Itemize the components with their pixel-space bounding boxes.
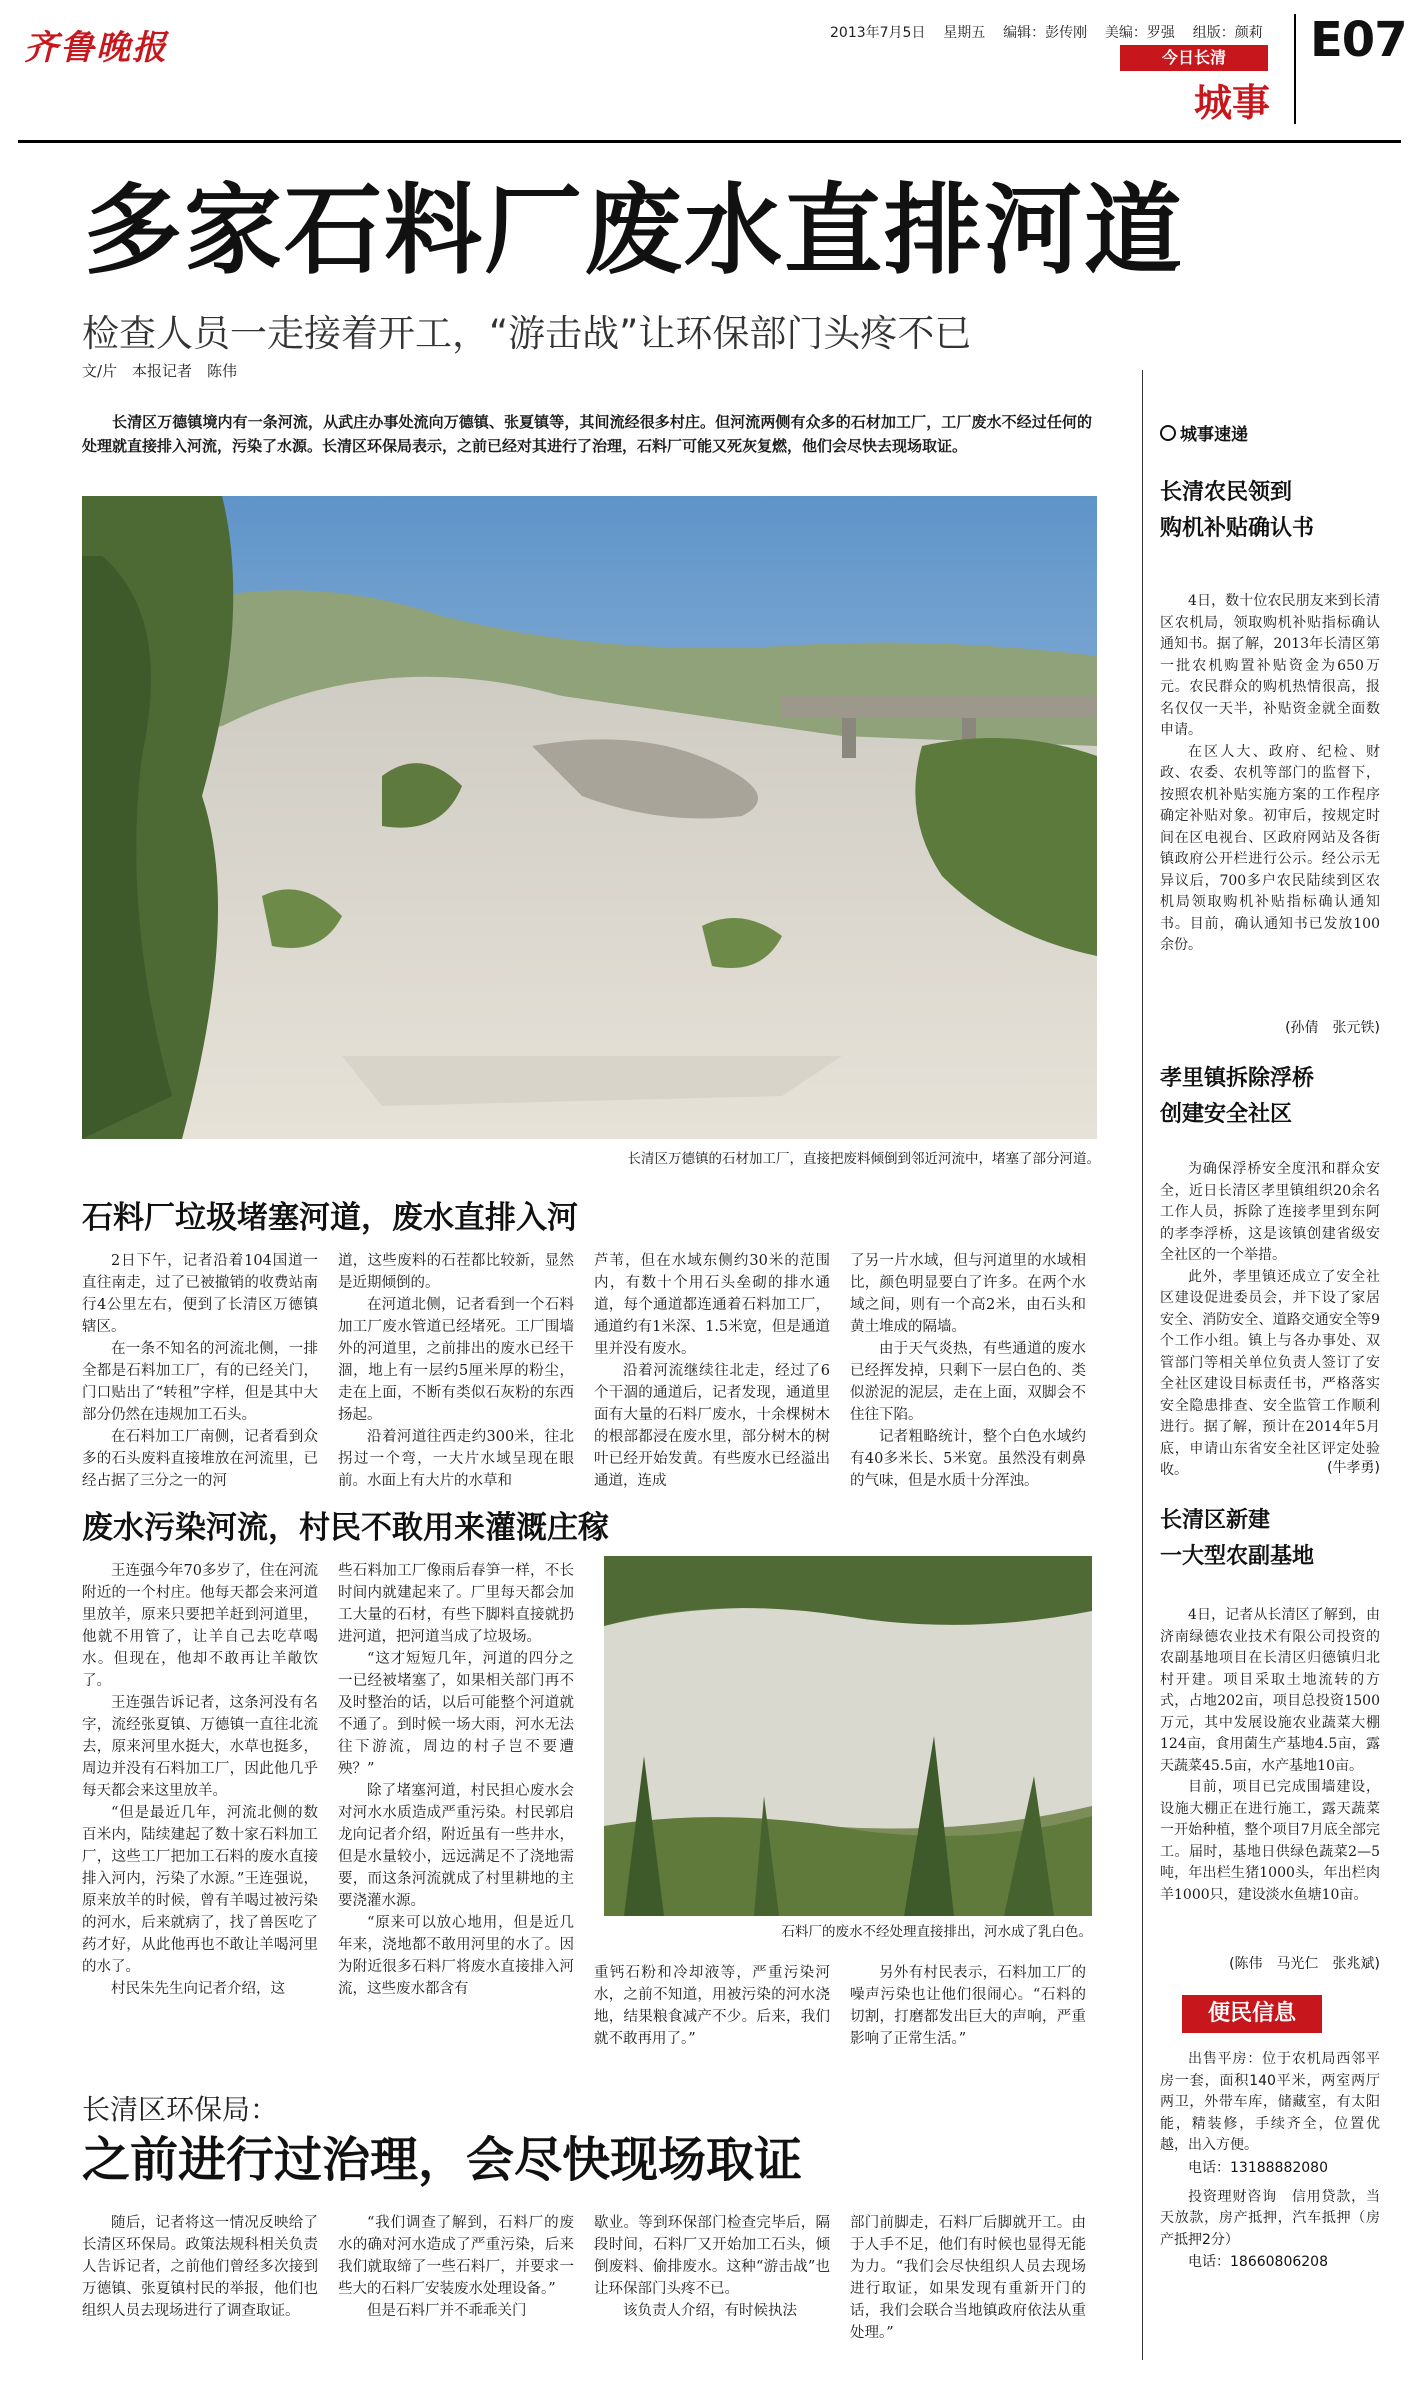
news3-p1: 4日，记者从长清区了解到，由济南绿德农业技术有限公司投资的农副基地项目在长清区归德镇归北村开建。项目采取土地流转的方式，占地202亩，项目总投资1500万元，其中发展设施农业蔬菜大棚124亩，食用菌生产基地4.5亩，露天蔬菜45.5亩，水产基地10亩。 <box>1160 1607 1380 1774</box>
service-ad1-text: 出售平房：位于农机局西邻平房一套，面积140平米，两室两厅两卫，外带车库，储藏室，有太阳能，精装修，手续齐全，位置优越，出入方便。 <box>1160 2051 1380 2153</box>
service-ad2-phone: 电话：18660806208 <box>1188 2254 1328 2270</box>
news2-byline: (牛孝勇) <box>1327 1460 1380 1476</box>
s3c4-p1: 部门前脚走，石料厂后脚就开工。由于人手不足，他们有时候也显得无能为力。“我们会尽快组织人员去现场进行取证，如果发现有重新开门的话，我们会联合当地镇政府依法从重处理。” <box>850 2215 1086 2341</box>
news2-title-line2: 创建安全社区 <box>1160 1102 1293 1127</box>
news1-title-line1: 长清农民领到 <box>1160 480 1293 505</box>
section1-col2 <box>338 1250 574 1489</box>
s2c2-p3: 除了堵塞河道，村民担心废水会对河水水质造成严重污染。村民郭启龙向记者介绍，附近虽有一些井水，但是水量较小，远远满足不了浇地需要，而这条河流就成了村里耕地的主要浇灌水源。 <box>338 1783 574 1909</box>
s2c1-p2: 王连强告诉记者，这条河没有名字，流经张夏镇、万德镇一直往北流去，原来河里水挺大，水草也挺多，周边并没有石料加工厂，因此他几乎每天都会来这里放羊。 <box>82 1695 318 1799</box>
s2c1-p1: 王连强今年70多岁了，住在河流附近的一个村庄。他每天都会来河道里放羊，原来只要把羊赶到河道里，他就不用管了，让羊自己去吃草喝水。但现在，他却不敢再让羊敞饮了。 <box>82 1563 318 1689</box>
section1-col3 <box>594 1250 830 1489</box>
news3-byline: (陈伟 马光仁 张兆斌) <box>1229 1956 1380 1972</box>
s2c1-p3: “但是最近几年，河流北侧的数百米内，陆续建起了数十家石料加工厂，这些工厂把加工石料的废水直接排入河内，污染了水源。”王连强说，原来放羊的时候，曾有羊喝过被污染的河水，后来就病了，找了兽医吃了药才好，从此他再也不敢让羊喝河里的水了。 <box>82 1805 318 1975</box>
news3-title-line2: 一大型农副基地 <box>1160 1544 1315 1569</box>
s1c1-p1: 2日下午，记者沿着104国道一直往南走，过了已被撤销的收费站南行4公里左右，便到了长清区万德镇辖区。 <box>82 1253 318 1335</box>
lead-paragraph <box>82 410 1092 458</box>
service-label: 便民信息 <box>1182 1995 1322 2033</box>
section3-kicker: 长清区环保局： <box>82 2093 279 2126</box>
section1-col1 <box>82 1250 318 1489</box>
issue-meta <box>830 22 1263 42</box>
s2c2-p2: “这才短短几年，河道的四分之一已经被堵塞了，如果相关部门再不及时整治的话，以后可能整个河道就不通了。到时候一场大雨，河水无法往下游流，周边的村子岂不要遭殃？” <box>338 1651 574 1777</box>
s3c1-p1: 随后，记者将这一情况反映给了长清区环保局。政策法规科相关负责人告诉记者，之前他们曾经多次接到万德镇、张夏镇村民的举报，他们也组织人员去现场进行了调查取证。 <box>82 2215 318 2319</box>
byline: 文/片 本报记者 陈伟 <box>82 362 238 380</box>
photo-milky-river-image <box>604 1556 1092 1916</box>
service-ad2-text: 投资理财咨询 信用贷款，当天放款，房产抵押，汽车抵押（房产抵押2分） <box>1160 2188 1380 2248</box>
section3-col1 <box>82 2212 318 2362</box>
section1-heading: 石料厂垃圾堵塞河道，废水直排入河 <box>82 1200 578 1236</box>
circle-icon <box>1160 425 1176 441</box>
sidebar-divider <box>1142 370 1143 2360</box>
section2-col2 <box>338 1560 574 2060</box>
photo-quarry-river-image <box>82 496 1097 1139</box>
section2-heading: 废水污染河流，村民不敢用来灌溉庄稼 <box>82 1510 609 1546</box>
s1c2-p2: 在河道北侧，记者看到一个石料加工厂废水管道已经堵死。工厂围墙外的河道里，之前排出的废水已经干涸，地上有一层约5厘米厚的粉尘，走在上面，不断有类似石灰粉的东西扬起。 <box>338 1297 574 1423</box>
photo2-caption: 石料厂的废水不经处理直接排出，河水成了乳白色。 <box>781 1924 1092 1940</box>
news1-title <box>1160 475 1380 547</box>
sidebar-column-label: 城事速递 <box>1180 425 1248 445</box>
section3-col4 <box>850 2212 1086 2362</box>
section2-col4 <box>850 1962 1086 2062</box>
section-name: 城事 <box>1194 81 1271 125</box>
news1-byline: (孙倩 张元铁) <box>1285 1020 1380 1036</box>
photo1-caption: 长清区万德镇的石材加工厂，直接把废料倾倒到邻近河流中，堵塞了部分河道。 <box>627 1151 1100 1167</box>
issue-weekday: 星期五 <box>943 25 986 41</box>
s2c1-p4: 村民朱先生向记者介绍，这 <box>111 1981 285 1997</box>
s3c2-p1: “我们调查了解到，石料厂的废水的确对河水造成了严重污染，后来我们就取缔了一些石料厂，并要求一些大的石料厂安装废水处理设备。” <box>338 2215 574 2297</box>
news3-body <box>1160 1605 1380 1953</box>
service-ad1 <box>1160 2049 1380 2157</box>
headline-title: 多家石料厂废水直排河道 <box>84 174 1185 288</box>
masthead <box>0 0 1417 140</box>
s3c3-p1: 歇业。等到环保部门检查完毕后，隔段时间，石料厂又开始加工石头，倾倒废料、偷排废水。这种“游击战”也让环保部门头疼不已。 <box>594 2215 830 2297</box>
section2-col1 <box>82 1560 318 2060</box>
photo-milky-river <box>604 1556 1092 1916</box>
s1c4-p3: 记者粗略统计，整个白色水域约有40多米长、5米宽。虽然没有刺鼻的气味，但是水质十分浑浊。 <box>850 1429 1086 1489</box>
s1c4-p1: 了另一片水域，但与河道里的水域相比，颜色明显要白了许多。在两个水域之间，则有一个高2米，由石头和黄土堆成的隔墙。 <box>850 1253 1086 1335</box>
sidebar <box>1160 420 1380 2271</box>
s1c1-p3: 在石料加工厂南侧，记者看到众多的石头废料直接堆放在河流里，已经占据了三分之一的河 <box>82 1429 318 1489</box>
section3-heading: 之前进行过治理，会尽快现场取证 <box>82 2132 803 2188</box>
section3-col3 <box>594 2212 830 2362</box>
s2c4-p1: 另外有村民表示，石料加工厂的噪声污染也让他们很闹心。“石料的切割，打磨都发出巨大的声响，严重影响了正常生活。” <box>850 1965 1086 2047</box>
news1-title-line2: 购机补贴确认书 <box>1160 516 1315 541</box>
news2-p1: 为确保浮桥安全度汛和群众安全，近日长清区孝里镇组织20余名工作人员，拆除了连接孝里到东阿的孝李浮桥，这是该镇创建省级安全社区的一个举措。 <box>1160 1161 1380 1263</box>
news3-p2: 目前，项目已完成围墙建设，设施大棚正在进行施工，露天蔬菜一开始种植，整个项目7月底全部完工。届时，基地日供绿色蔬菜2—5吨，年出栏生猪1000头，年出栏肉羊1000只，建设淡水鱼塘10亩。 <box>1160 1779 1380 1903</box>
service-ad2 <box>1160 2187 1380 2252</box>
s1c4-p2: 由于天气炎热，有些通道的废水已经挥发掉，只剩下一层白色的、类似淤泥的泥层，走在上面，双脚会不住往下陷。 <box>850 1341 1086 1423</box>
masthead-divider <box>1294 14 1296 124</box>
section-tag: 今日长清 <box>1120 45 1268 71</box>
issue-design: 美编：罗强 <box>1104 25 1175 41</box>
news1-body <box>1160 591 1380 1017</box>
s1c2-p1: 道，这些废料的石茬都比较新，显然是近期倾倒的。 <box>338 1253 574 1291</box>
photo-quarry-river <box>82 496 1097 1139</box>
top-rule <box>18 140 1401 143</box>
s2c2-p4: “原来可以放心地用，但是近几年来，浇地都不敢用河里的水了。因为附近很多石料厂将废水直接排入河流，这些废水都含有 <box>338 1915 574 1997</box>
headline-subtitle: 检查人员一走接着开工，“游击战”让环保部门头疼不已 <box>82 312 972 355</box>
news2-p2: 此外，孝里镇还成立了安全社区建设促进委员会，并下设了家居安全、消防安全、道路交通安全等9个工作小组。镇上与各办事处、双管部门等相关单位负责人签订了安全社区建设目标责任书，严格落实安全隐患排查、安全监管工作顺利进行。据了解，预计在2014年5月底，申请山东省安全社区评定处验收。 <box>1160 1268 1380 1478</box>
section1-col4 <box>850 1250 1086 1489</box>
issue-editor: 编辑：彭传刚 <box>1003 25 1088 41</box>
s3c2-p2: 但是石料厂并不乖乖关门 <box>367 2303 527 2319</box>
news3-title <box>1160 1503 1380 1575</box>
s1c3-p2: 沿着河流继续往北走，经过了6个干涸的通道后，记者发现，通道里面有大量的石料厂废水，十余棵树木的根部都浸在废水里，部分树木的树叶已经开始发黄。有些废水已经溢出通道，连成 <box>594 1363 830 1489</box>
newspaper-logo: 齐鲁晚报 <box>24 28 168 68</box>
news3-title-line1: 长清区新建 <box>1160 1508 1271 1533</box>
service-ad1-phone: 电话：13188882080 <box>1188 2159 1328 2176</box>
news2-title-line1: 孝里镇拆除浮桥 <box>1160 1066 1315 1091</box>
issue-date: 2013年7月5日 <box>830 25 926 41</box>
news1-p1: 4日，数十位农民朋友来到长清区农机局，领取购机补贴指标确认通知书。据了解，2013年长清区第一批农机购置补贴资金为650万元。农民群众的购机热情很高，报名仅仅一天半，补贴资金就全面数申请。 <box>1160 593 1380 738</box>
page-number: E07 <box>1310 12 1407 68</box>
s1c3-p1: 芦苇，但在水域东侧约30米的范围内，有数十个用石头垒砌的排水通道，每个通道都连通着石料加工厂，通道约有1米深、1.5米宽，但是通道里并没有废水。 <box>594 1253 830 1357</box>
section3-col2 <box>338 2212 574 2362</box>
sidebar-column-label-row <box>1160 420 1380 445</box>
news2-title <box>1160 1061 1380 1133</box>
s2c3-p1: 重钙石粉和冷却液等，严重污染河水，之前不知道，用被污染的河水浇地，结果粮食减产不少。后来，我们就不敢再用了。” <box>594 1965 830 2047</box>
s3c3-p2: 该负责人介绍，有时候执法 <box>623 2303 797 2319</box>
s1c1-p2: 在一条不知名的河流北侧，一排全都是石料加工厂，有的已经关门，门口贴出了“转租”字样，但是其中大部分仍然在违规加工石头。 <box>82 1341 318 1423</box>
section2-col3 <box>594 1962 830 2062</box>
issue-layout: 组版：颜莉 <box>1192 25 1263 41</box>
s1c2-p3: 沿着河道往西走约300米，往北拐过一个弯，一大片水域呈现在眼前。水面上有大片的水草和 <box>338 1429 574 1489</box>
lead-text: 长清区万德镇境内有一条河流，从武庄办事处流向万德镇、张夏镇等，其间流经很多村庄。但河流两侧有众多的石材加工厂，工厂废水不经过任何的处理就直接排入河流，污染了水源。长清区环保局表示，之前已经对其进行了治理，石料厂可能又死灰复燃，他们会尽快去现场取证。 <box>82 413 1092 455</box>
news1-p2: 在区人大、政府、纪检、财政、农委、农机等部门的监督下，按照农机补贴实施方案的工作程序确定补贴对象。初审后，按规定时间在区电视台、区政府网站及各街镇政府公开栏进行公示。经公示无异议后，700多户农民陆续到区农机局领取购机补贴指标确认通知书。目前，确认通知书已发放100余份。 <box>1160 743 1380 953</box>
s2c2-p1: 些石料加工厂像雨后春笋一样，不长时间内就建起来了。厂里每天都会加工大量的石材，有些下脚料直接就扔进河道，把河道当成了垃圾场。 <box>338 1563 574 1645</box>
